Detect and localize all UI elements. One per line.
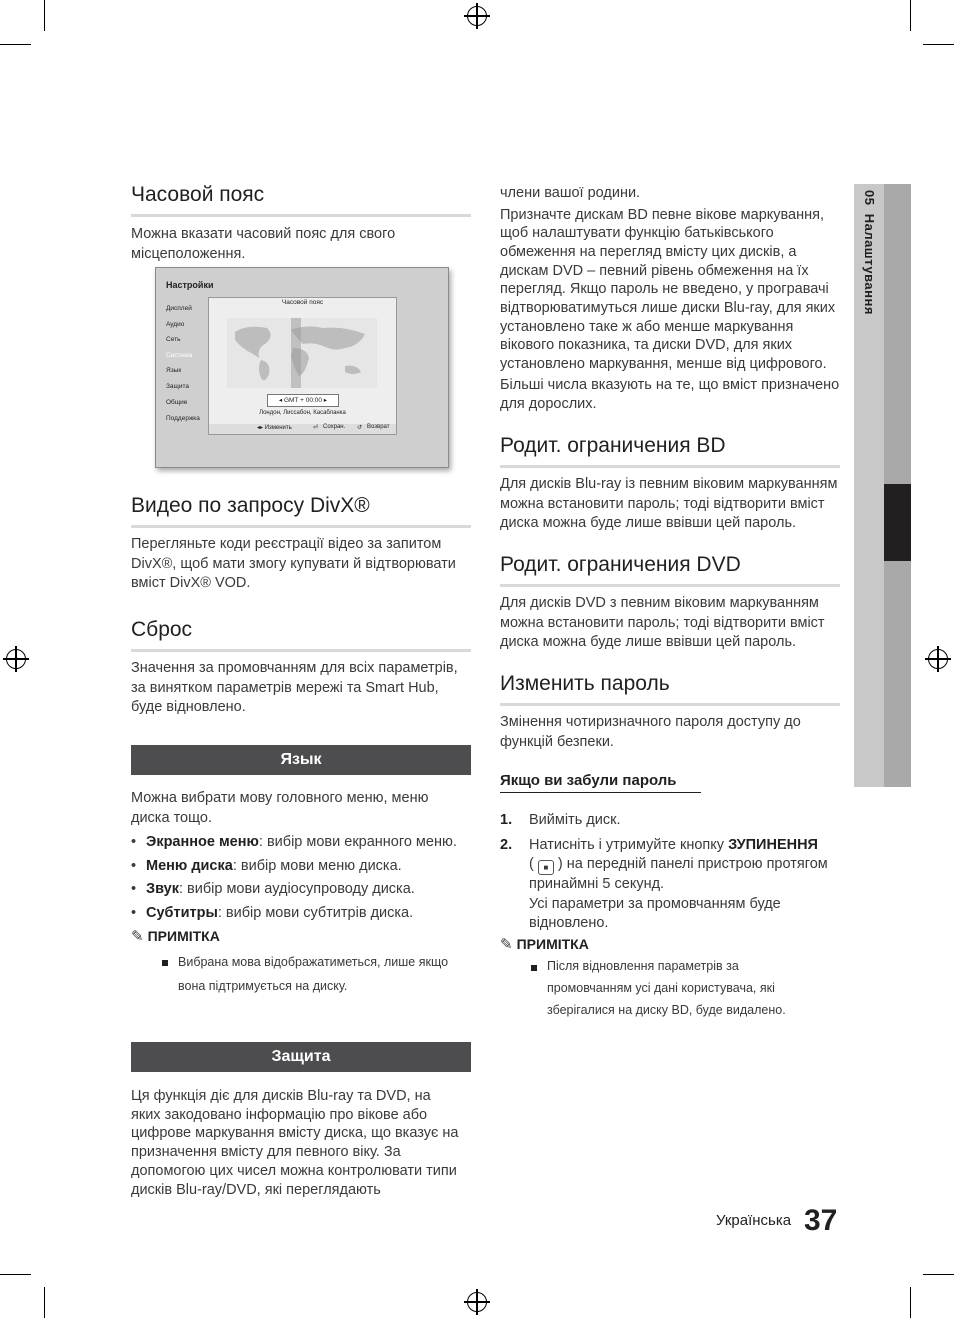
steps-list xyxy=(500,811,840,1021)
list-item: • Субтитры: вибір мови субтитрів диска. xyxy=(131,904,471,924)
note-body xyxy=(500,955,840,1021)
stop-button-icon: ■ xyxy=(538,860,554,875)
step-text: Вийміть диск. xyxy=(529,812,621,828)
timezone-panel xyxy=(208,297,397,435)
protection-bar: Защита xyxy=(131,1042,471,1072)
section-title: Часовой пояс xyxy=(131,183,265,206)
return-icon: ↺ xyxy=(357,425,363,431)
menu-title: Настройки xyxy=(166,280,214,290)
chapter-tab-marker xyxy=(884,484,911,561)
forgot-password-heading xyxy=(500,772,701,793)
menu-item: Защита xyxy=(166,383,190,390)
subsection-title: Якщо ви забули пароль xyxy=(500,772,701,793)
note-text: Вибрана мова відображатиметься, лише якщо вона підтримується на диску. xyxy=(178,954,449,993)
page-number: 37 xyxy=(804,1204,838,1237)
panel-footer xyxy=(209,424,396,434)
section-text: Значення за промовчанням для всіх параметрів, за винятком параметрів мережі та Smart Hub, буде відновлено. xyxy=(131,660,458,715)
section-bd xyxy=(500,434,840,534)
section-password xyxy=(500,672,840,752)
section-title: Сброс xyxy=(131,618,193,641)
crop-mark xyxy=(910,1287,911,1318)
chapter-number: 05 xyxy=(862,190,877,206)
gmt-selector[interactable]: ◂ GMT + 00:00 ▸ xyxy=(267,394,339,407)
section-text: Для дисків DVD з певним віковим маркуванням можна встановити пароль; тоді відтворити вміст диска можна буде лише ввівши цей пароль. xyxy=(500,595,825,650)
world-map-icon xyxy=(227,318,377,388)
menu-item: Поддержка xyxy=(166,415,200,422)
section-rule xyxy=(500,465,840,468)
section-title: Родит. ограничения DVD xyxy=(500,553,741,576)
section-text: Змінення чотиризначного пароля доступу до функцій безпеки. xyxy=(500,714,801,750)
chapter-tab-strip xyxy=(884,561,911,787)
section-divx xyxy=(131,494,471,594)
crop-mark xyxy=(923,44,954,45)
gmt-value: GMT + 00:00 xyxy=(284,397,322,404)
crop-mark xyxy=(0,44,31,45)
section-text: Можна вказати часовий пояс для свого місцеположення. xyxy=(131,226,396,262)
crop-mark xyxy=(0,1274,31,1275)
chapter-title: Налаштування xyxy=(862,213,877,315)
crop-mark xyxy=(910,0,911,31)
section-timezone xyxy=(131,183,471,264)
section-title: Изменить пароль xyxy=(500,672,670,695)
pencil-icon: ✎ xyxy=(500,935,513,953)
menu-item-selected: Система xyxy=(166,352,193,359)
square-bullet-icon xyxy=(162,960,168,966)
protection-continued xyxy=(500,184,845,415)
list-item: • Звук: вибір мови аудіосупроводу диска. xyxy=(131,880,471,900)
section-text: Призначте дискам BD певне вікове маркування, щоб налаштувати функцію батьківського обмеження на перегляд вмісту цих дисків, а дискам DVD – певний рівень обмеження на їх перегляд. Якщо пароль не введено, у програвачі відтворюватимуться лише диски Blu-ray, для яких установлено таке ж або менше маркування вікового показника, та диски DVD, для яких установлено маркування, менше від цифрового. xyxy=(500,206,836,373)
city-label: Лондон, Лиссабон, Касабланка xyxy=(259,410,346,416)
footer-back: Возврат xyxy=(367,424,390,430)
section-rule xyxy=(500,703,840,706)
section-title: Родит. ограничения BD xyxy=(500,434,726,457)
note-title: ПРИМІТКА xyxy=(147,928,220,944)
step-number: 1. xyxy=(500,812,513,828)
list-item: • Меню диска: вибір мови меню диска. xyxy=(131,857,471,877)
note xyxy=(500,935,840,1022)
language-bar: Язык xyxy=(131,745,471,775)
registration-mark-icon xyxy=(928,649,948,669)
note-text: Після відновлення параметрів за промовчанням усі дані користувача, які зберігалися на диску BD, буде видалено. xyxy=(547,959,786,1017)
note-body xyxy=(131,950,471,998)
crop-mark xyxy=(44,1287,45,1318)
settings-screenshot xyxy=(155,267,449,468)
menu-item: Язык xyxy=(166,367,182,374)
step-item: 2. Натисніть і утримуйте кнопку ЗУПИНЕННЯ ( ■ ) на передній панелі пристрою протягом принаймні 5 секунд. Усі параметри за промовчанням буде відновлено. xyxy=(500,836,828,931)
pencil-icon: ✎ xyxy=(131,928,144,945)
menu-item: Дисплей xyxy=(166,305,192,312)
footer-save: Сохран. xyxy=(323,424,346,430)
section-text: Можна вибрати мову головного меню, меню диска тощо. xyxy=(131,790,429,826)
registration-mark-icon xyxy=(6,649,26,669)
enter-icon: ⏎ xyxy=(313,425,319,431)
note xyxy=(131,927,471,998)
section-text: Перегляньте коди реєстрації відео за запитом DivX®, щоб мати змогу купувати й відтворювати вміст DivX® VOD. xyxy=(131,536,456,591)
section-title: Видео по запросу DivX® xyxy=(131,494,370,517)
section-dvd xyxy=(500,553,840,653)
section-rule xyxy=(500,584,840,587)
section-reset xyxy=(131,618,471,718)
section-text: члени вашої родини. xyxy=(500,185,641,201)
note-title: ПРИМІТКА xyxy=(516,935,589,952)
language-list xyxy=(131,833,471,923)
menu-item: Сеть xyxy=(166,336,181,343)
menu-item: Аудио xyxy=(166,321,185,328)
section-rule xyxy=(131,525,471,528)
protection-text: Ця функція діє для дисків Blu-ray та DVD, на яких закодовано інформацію про вікове або цифрове маркування вмісту диска, що вказує на призначення вмісту для певного віку. За допомогою цих чисел можна контролювати типи дисків Blu-ray/DVD, які переглядають xyxy=(131,1088,459,1198)
section-text: Для дисків Blu-ray із певним віковим маркуванням можна встановити пароль; тоді відтворити вміст диска можна буде лише ввівши цей пароль. xyxy=(500,476,838,531)
footer-language: Українська xyxy=(716,1212,792,1229)
step-item xyxy=(500,811,840,831)
registration-mark-icon xyxy=(467,6,487,26)
footer-change: ◂▸ Изменить xyxy=(257,425,292,431)
section-rule xyxy=(131,214,471,217)
square-bullet-icon xyxy=(531,965,537,971)
crop-mark xyxy=(44,0,45,31)
section-text: Більші числа вказують на те, що вміст призначено для дорослих. xyxy=(500,376,840,413)
crop-mark xyxy=(923,1274,954,1275)
menu-item: Общие xyxy=(166,399,188,406)
list-item: • Экранное меню: вибір мови екранного меню. xyxy=(131,833,471,853)
chapter-label xyxy=(862,190,877,315)
chapter-tab-strip xyxy=(884,184,911,484)
section-rule xyxy=(131,649,471,652)
step-number: 2. xyxy=(500,836,513,853)
panel-title: Часовой пояс xyxy=(281,299,324,306)
registration-mark-icon xyxy=(467,1292,487,1312)
section-language xyxy=(131,789,471,998)
